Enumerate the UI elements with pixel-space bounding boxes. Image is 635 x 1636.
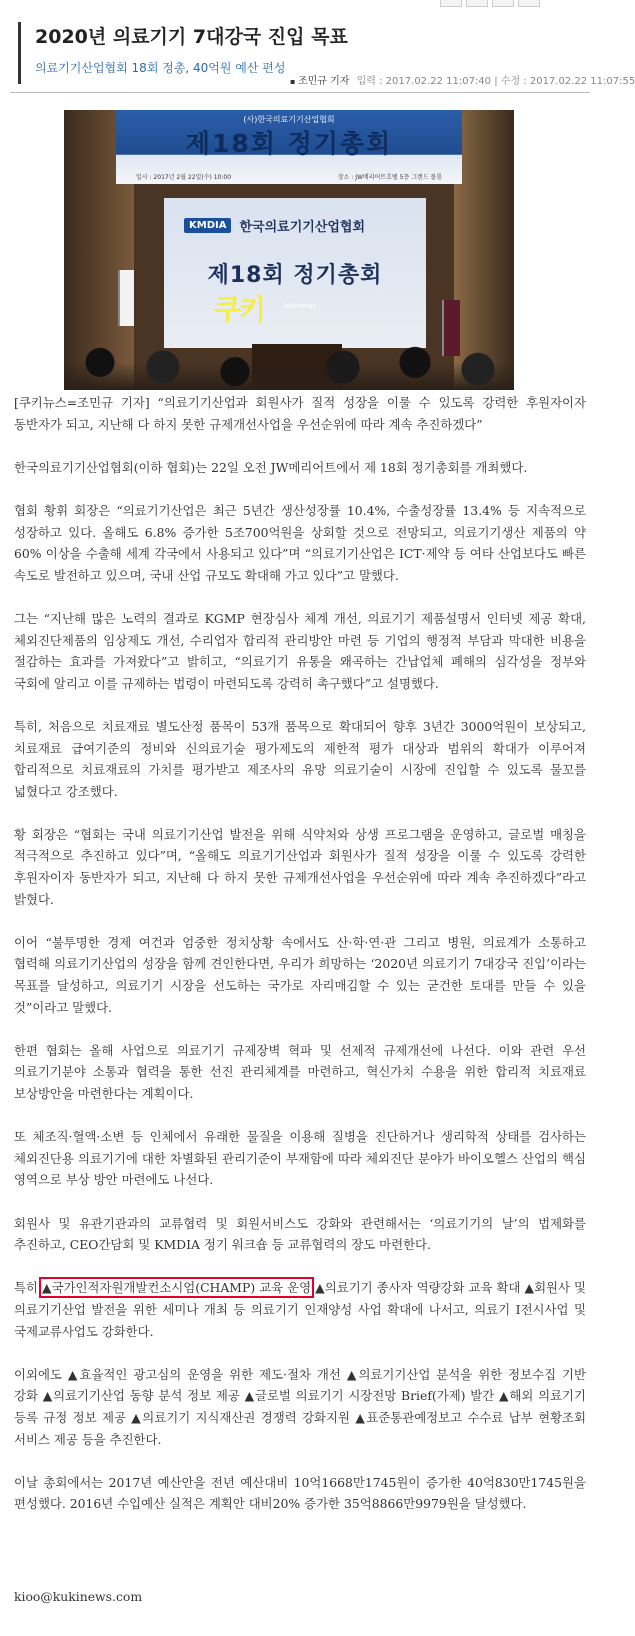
top-tab[interactable] <box>440 0 462 7</box>
screen-org-name: 한국의료기기산업협회 <box>239 220 366 235</box>
author-name[interactable]: ▪ 조민규 기자 <box>290 76 349 87</box>
meta-separator: | <box>494 76 501 87</box>
paragraph: 한국의료기기산업협회(이하 협회)는 22일 오전 JW메리어트에서 제 18회 정기총회를 개최했다. <box>14 459 528 475</box>
article-title: 2020년 의료기기 7대강국 진입 목표 <box>35 26 348 48</box>
photo-screen <box>164 198 426 348</box>
article-meta <box>290 72 635 87</box>
article-body <box>14 392 586 1536</box>
champ-highlight-box: ▲국가인적자원개발컨소시엄(CHAMP) 교육 운영 <box>41 1280 312 1296</box>
paragraph: 한편 협회는 올해 사업으로 의료기기 규제장벽 혁파 및 선제적 규제개선에 나선다. 이와 관련 우선 의료기기분야 소통과 협력을 통한 선진 관리체계를 마련하고, 혁신가치 수용을 위한 합리적 치료재료 보상방안을 마련한다는 계획이다. <box>14 1042 586 1101</box>
paragraph: 그는 “지난해 많은 노력의 결과로 KGMP 현장심사 체계 개선, 의료기기 제품설명서 인터넷 제공 확대, 체외진단제품의 임상제도 개선, 수리업자 합리적 관리방안 마련 등 기업의 행정적 부담과 막대한 비용을 절감하는 효과를 가져왔다”고 밝히고, “의료기기 유통을 왜곡하는 간납업체 폐해의 심각성을 정부와 국회에 알리고 이를 규제하는 법령이 마련되도록 강력히 촉구했다”고 설명했다. <box>14 610 586 691</box>
paragraph: 또 체조직·혈액·소변 등 인체에서 유래한 물질을 이용해 질병을 진단하거나 생리학적 상태를 검사하는 체외진단용 의료기기에 대한 차별화된 관리기준이 부재함에 따라 체외진단 분야가 바이오헬스 산업의 핵심 영역으로 부상 방안 마련에도 나선다. <box>14 1129 586 1188</box>
paragraph: 회원사 및 유관기관과의 교류협력 및 회원서비스도 강화와 관련해서는 ‘의료기기의 날’의 법제화를 추진하고, CEO간담회 및 KMDIA 정기 워크숍 등 교류협력의 장도 마련한다. <box>14 1215 586 1253</box>
kuki-watermark-sub: kukinews <box>284 302 317 310</box>
paragraph: [쿠키뉴스=조민규 기자] “의료기기산업과 회원사가 질적 성장을 이룰 수 있도록 강력한 후원자이자 동반자가 되고, 지난해 다 하지 못한 규제개선사업을 우선순위에 따라 계속 추진하겠다” <box>14 395 586 432</box>
date-edit: 수정 : 2017.02.22 11:07:55 <box>500 76 635 87</box>
header-divider <box>10 92 590 93</box>
banner-date: 일시 : 2017년 2월 22일(수) 10:00 <box>136 174 232 181</box>
paragraph: 특히, 처음으로 치료재료 별도산정 품목이 53개 품목으로 확대되어 향후 3년간 3000억원이 보상되고, 치료재료 급여기준의 정비와 신의료기술 평가제도의 제한적 평가 대상과 범위의 확대가 이루어져 합리적으로 치료재료의 가치를 평가받고 제조사의 유망 의료기술이 시장에 진입할 수 있도록 물꼬를 넓혔다고 강조했다. <box>14 718 586 799</box>
photo-audience <box>64 344 514 390</box>
banner-place: 장소 : JW메리어트호텔 5층 그랜드 볼룸 <box>337 174 442 181</box>
flag-korea <box>118 270 134 326</box>
banner-title: 제18회 정기총회 <box>185 129 393 158</box>
paragraph: 협회 황휘 회장은 “의료기기산업은 최근 5년간 생산성장률 10.4%, 수출성장률 13.4% 등 지속적으로 성장하고 있다. 올해도 6.8% 증가한 5조700억원을 상회할 것으로 전망되고, 의료기기생산 제품의 약 60% 이상을 수출해 세계 각국에서 사용되고 있다”며 “의료기기산업은 ICT·제약 등 여타 산업보다도 빠른 속도로 발전하고 있으며, 국내 산업 규모도 확대해 가고 있다”고 말했다. <box>14 502 586 583</box>
top-tab[interactable] <box>492 0 514 7</box>
top-tab[interactable] <box>466 0 488 7</box>
paragraph: 이날 총회에서는 2017년 예산안을 전년 예산대비 10억1668만1745원이 증가한 40억830만1745원을 편성했다. 2016년 수입예산 실적은 계획안 대비20% 증가한 35억8866만9979원을 달성했다. <box>14 1474 586 1512</box>
paragraph: 이외에도 ▲효율적인 광고심의 운영을 위한 제도·절차 개선 ▲의료기기산업 분석을 위한 정보수집 기반 강화 ▲의료기기산업 동향 분석 정보 제공 ▲글로벌 의료기기 시장전망 Brief(가제) 발간 ▲해외 의료기기 등록 규정 정보 제공 ▲의료기기 지식재산권 경쟁력 강화지원 ▲표준통관예정보고 수수료 납부 현황조회 서비스 제공 등을 추진한다. <box>14 1366 586 1447</box>
top-tabs <box>440 0 540 7</box>
banner-info <box>136 172 442 181</box>
champ-lead: 특히 <box>14 1280 42 1296</box>
kmdia-logo: KMDIA <box>184 218 231 233</box>
paragraph: 황 회장은 “협회는 국내 의료기기산업 발전을 위해 식약처와 상생 프로그램을 운영하고, 글로벌 매칭을 적극적으로 추진하고 있다”며, “올해도 의료기기산업과 회원사가 질적 성장을 이룰 수 있도록 강력한 후원자이자 동반자가 되고, 지난해 다 하지 못한 규제개선사업을 우선순위에 따라 계속 추진하겠다”라고 밝혔다. <box>14 826 586 907</box>
article-subtitle: 의료기기산업협회 18회 정총, 40억원 예산 편성 <box>35 61 286 75</box>
photo-banner <box>116 110 462 184</box>
date-input: 입력 : 2017.02.22 11:07:40 <box>356 76 492 87</box>
article-photo[interactable] <box>64 110 514 390</box>
reporter-email[interactable]: kioo@kukinews.com <box>14 1589 143 1604</box>
champ-rest: ▲의료기기 종사자 역량강화 교육 확대 ▲회원사 및 의료기기산업 발전을 위한 세미나 개최 등 의료기기 인재양성 사업 확대에 나서고, 의료기 I전시사업 및 국제교류사업도 강화한다. <box>14 1280 586 1339</box>
kuki-watermark: 쿠키 <box>214 293 265 326</box>
banner-subtitle: (사)한국의료기기산업협회 <box>243 115 335 124</box>
screen-title: 제18회 정기총회 <box>207 263 383 288</box>
top-tab[interactable] <box>518 0 540 7</box>
paragraph: 이어 “불투명한 경제 여건과 엄중한 정치상황 속에서도 산·학·연·관 그리고 병원, 의료계가 소통하고 협력해 의료기기산업의 성장을 함께 견인한다면, 우리가 희망하는 ‘2020년 의료기기 7대강국 진입’이라는 목표를 달성하고, 의료기기 시장을 선도하는 국가로 자리매김할 수 있는 굳건한 토대를 만들 수 있을 것”이라고 말했다. <box>14 934 586 1015</box>
paragraph-champ <box>14 1277 586 1342</box>
screen-logo-row <box>184 216 365 235</box>
